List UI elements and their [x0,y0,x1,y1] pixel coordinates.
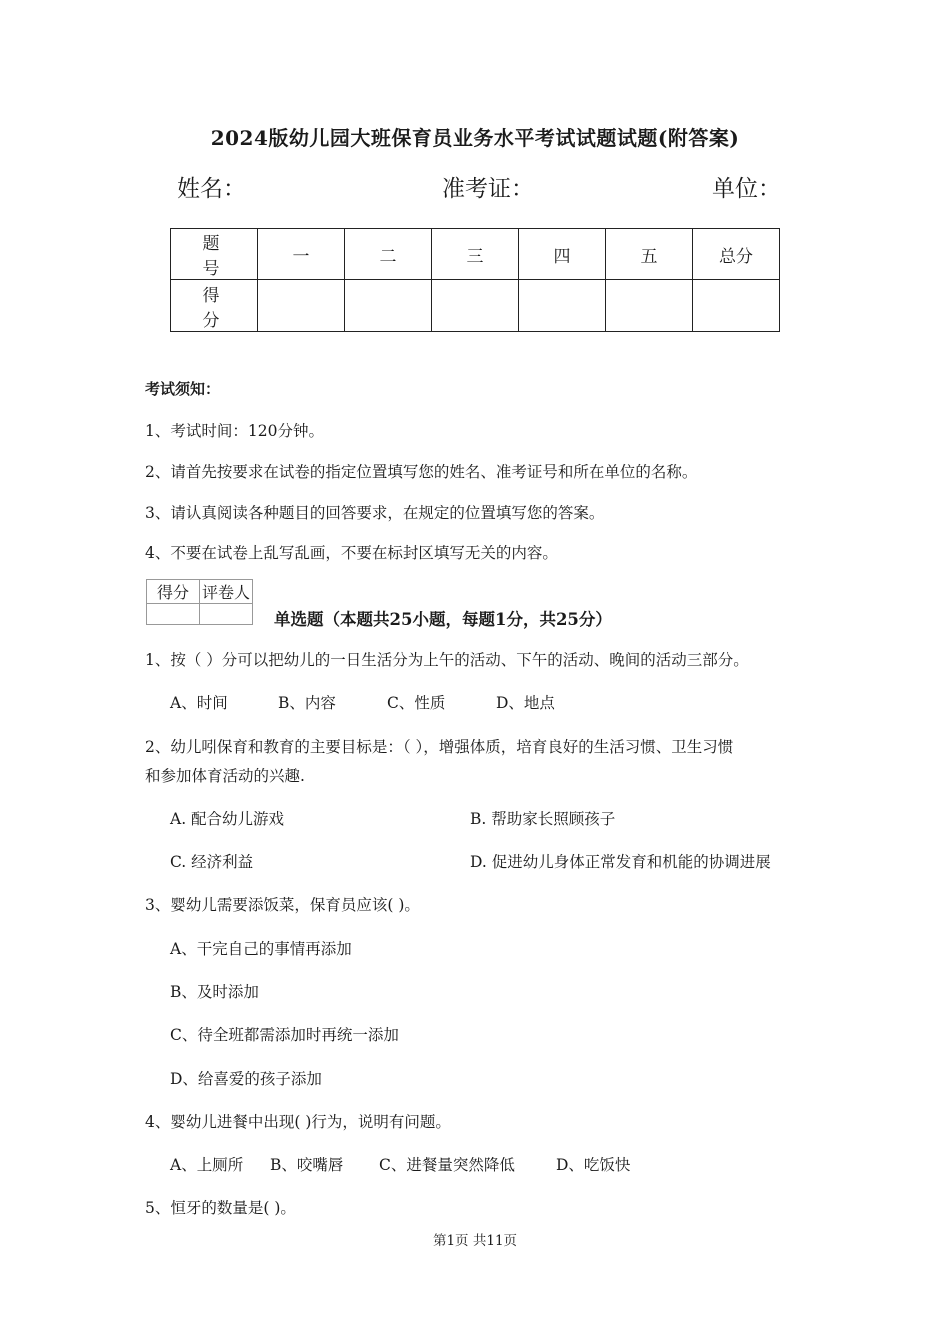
score-cell[interactable] [606,280,693,332]
notice-heading: 考试须知： [145,380,221,398]
option-d[interactable]: D、地点 [496,694,555,712]
option-a[interactable]: A、上厕所 [170,1156,244,1174]
exam-id-label: 准考证： [442,176,534,202]
option-c[interactable]: C. 经济利益 [170,853,254,871]
option-a[interactable]: A. 配合幼儿游戏 [170,810,285,828]
notice-item: 3、请认真阅读各种题目的回答要求，在规定的位置填写您的答案。 [145,504,605,522]
column-header: 四 [519,229,606,280]
grader-reviewer-label: 评卷人 [200,580,253,604]
score-table [170,228,780,332]
score-table-header-row [171,229,780,280]
column-header: 总分 [693,229,780,280]
score-table-score-row [171,280,780,332]
option-b[interactable]: B、内容 [278,694,336,712]
notice-item: 4、不要在试卷上乱写乱画，不要在标封区填写无关的内容。 [145,544,558,562]
option-a[interactable]: A、时间 [170,694,228,712]
option-b[interactable]: B、及时添加 [170,983,259,1001]
column-header: 三 [432,229,519,280]
document-title: 2024版幼儿园大班保育员业务水平考试试题试题(附答案) [210,126,740,150]
score-cell[interactable] [519,280,606,332]
score-cell[interactable] [258,280,345,332]
unit-label: 单位： [712,176,781,202]
notice-item: 2、请首先按要求在试卷的指定位置填写您的姓名、准考证号和所在单位的名称。 [145,463,698,481]
question-stem: 5、恒牙的数量是( )。 [145,1199,296,1217]
question-stem: 2、幼儿吲保育和教育的主要目标是：（ ），增强体质，培育良好的生活习惯、卫生习惯 [145,738,734,756]
option-c[interactable]: C、待全班都需添加时再统一添加 [170,1026,399,1044]
score-cell[interactable] [432,280,519,332]
option-b[interactable]: B、咬嘴唇 [270,1156,344,1174]
question-number-header: 题 号 [171,229,258,280]
column-header: 一 [258,229,345,280]
notice-item: 1、考试时间：120分钟。 [145,422,324,440]
score-cell[interactable] [693,280,780,332]
option-d[interactable]: D. 促进幼儿身体正常发育和机能的协调进展 [470,853,771,871]
page-footer: 第1页 共11页 [432,1233,518,1249]
option-d[interactable]: D、给喜爱的孩子添加 [170,1070,322,1088]
question-stem-continued: 和参加体育活动的兴趣. [145,767,305,785]
score-cell[interactable] [345,280,432,332]
question-stem: 1、按（ ）分可以把幼儿的一日生活分为上午的活动、下午的活动、晚间的活动三部分。 [145,651,749,669]
column-header: 二 [345,229,432,280]
grader-score-cell[interactable] [147,604,200,625]
option-b[interactable]: B. 帮助家长照顾孩子 [470,810,616,828]
option-a[interactable]: A、干完自己的事情再添加 [170,940,352,958]
score-row-header: 得 分 [171,280,258,332]
column-header: 五 [606,229,693,280]
question-stem: 4、婴幼儿进餐中出现( )行为，说明有问题。 [145,1113,451,1131]
section-heading: 单选题（本题共25小题，每题1分，共25分） [274,610,612,629]
grader-score-label: 得分 [147,580,200,604]
name-label: 姓名： [177,176,246,202]
question-stem: 3、婴幼儿需要添饭菜，保育员应该( )。 [145,896,420,914]
grader-reviewer-cell[interactable] [200,604,253,625]
grader-box [146,579,253,625]
option-d[interactable]: D、吃饭快 [556,1156,631,1174]
option-c[interactable]: C、性质 [387,694,446,712]
option-c[interactable]: C、进餐量突然降低 [379,1156,515,1174]
